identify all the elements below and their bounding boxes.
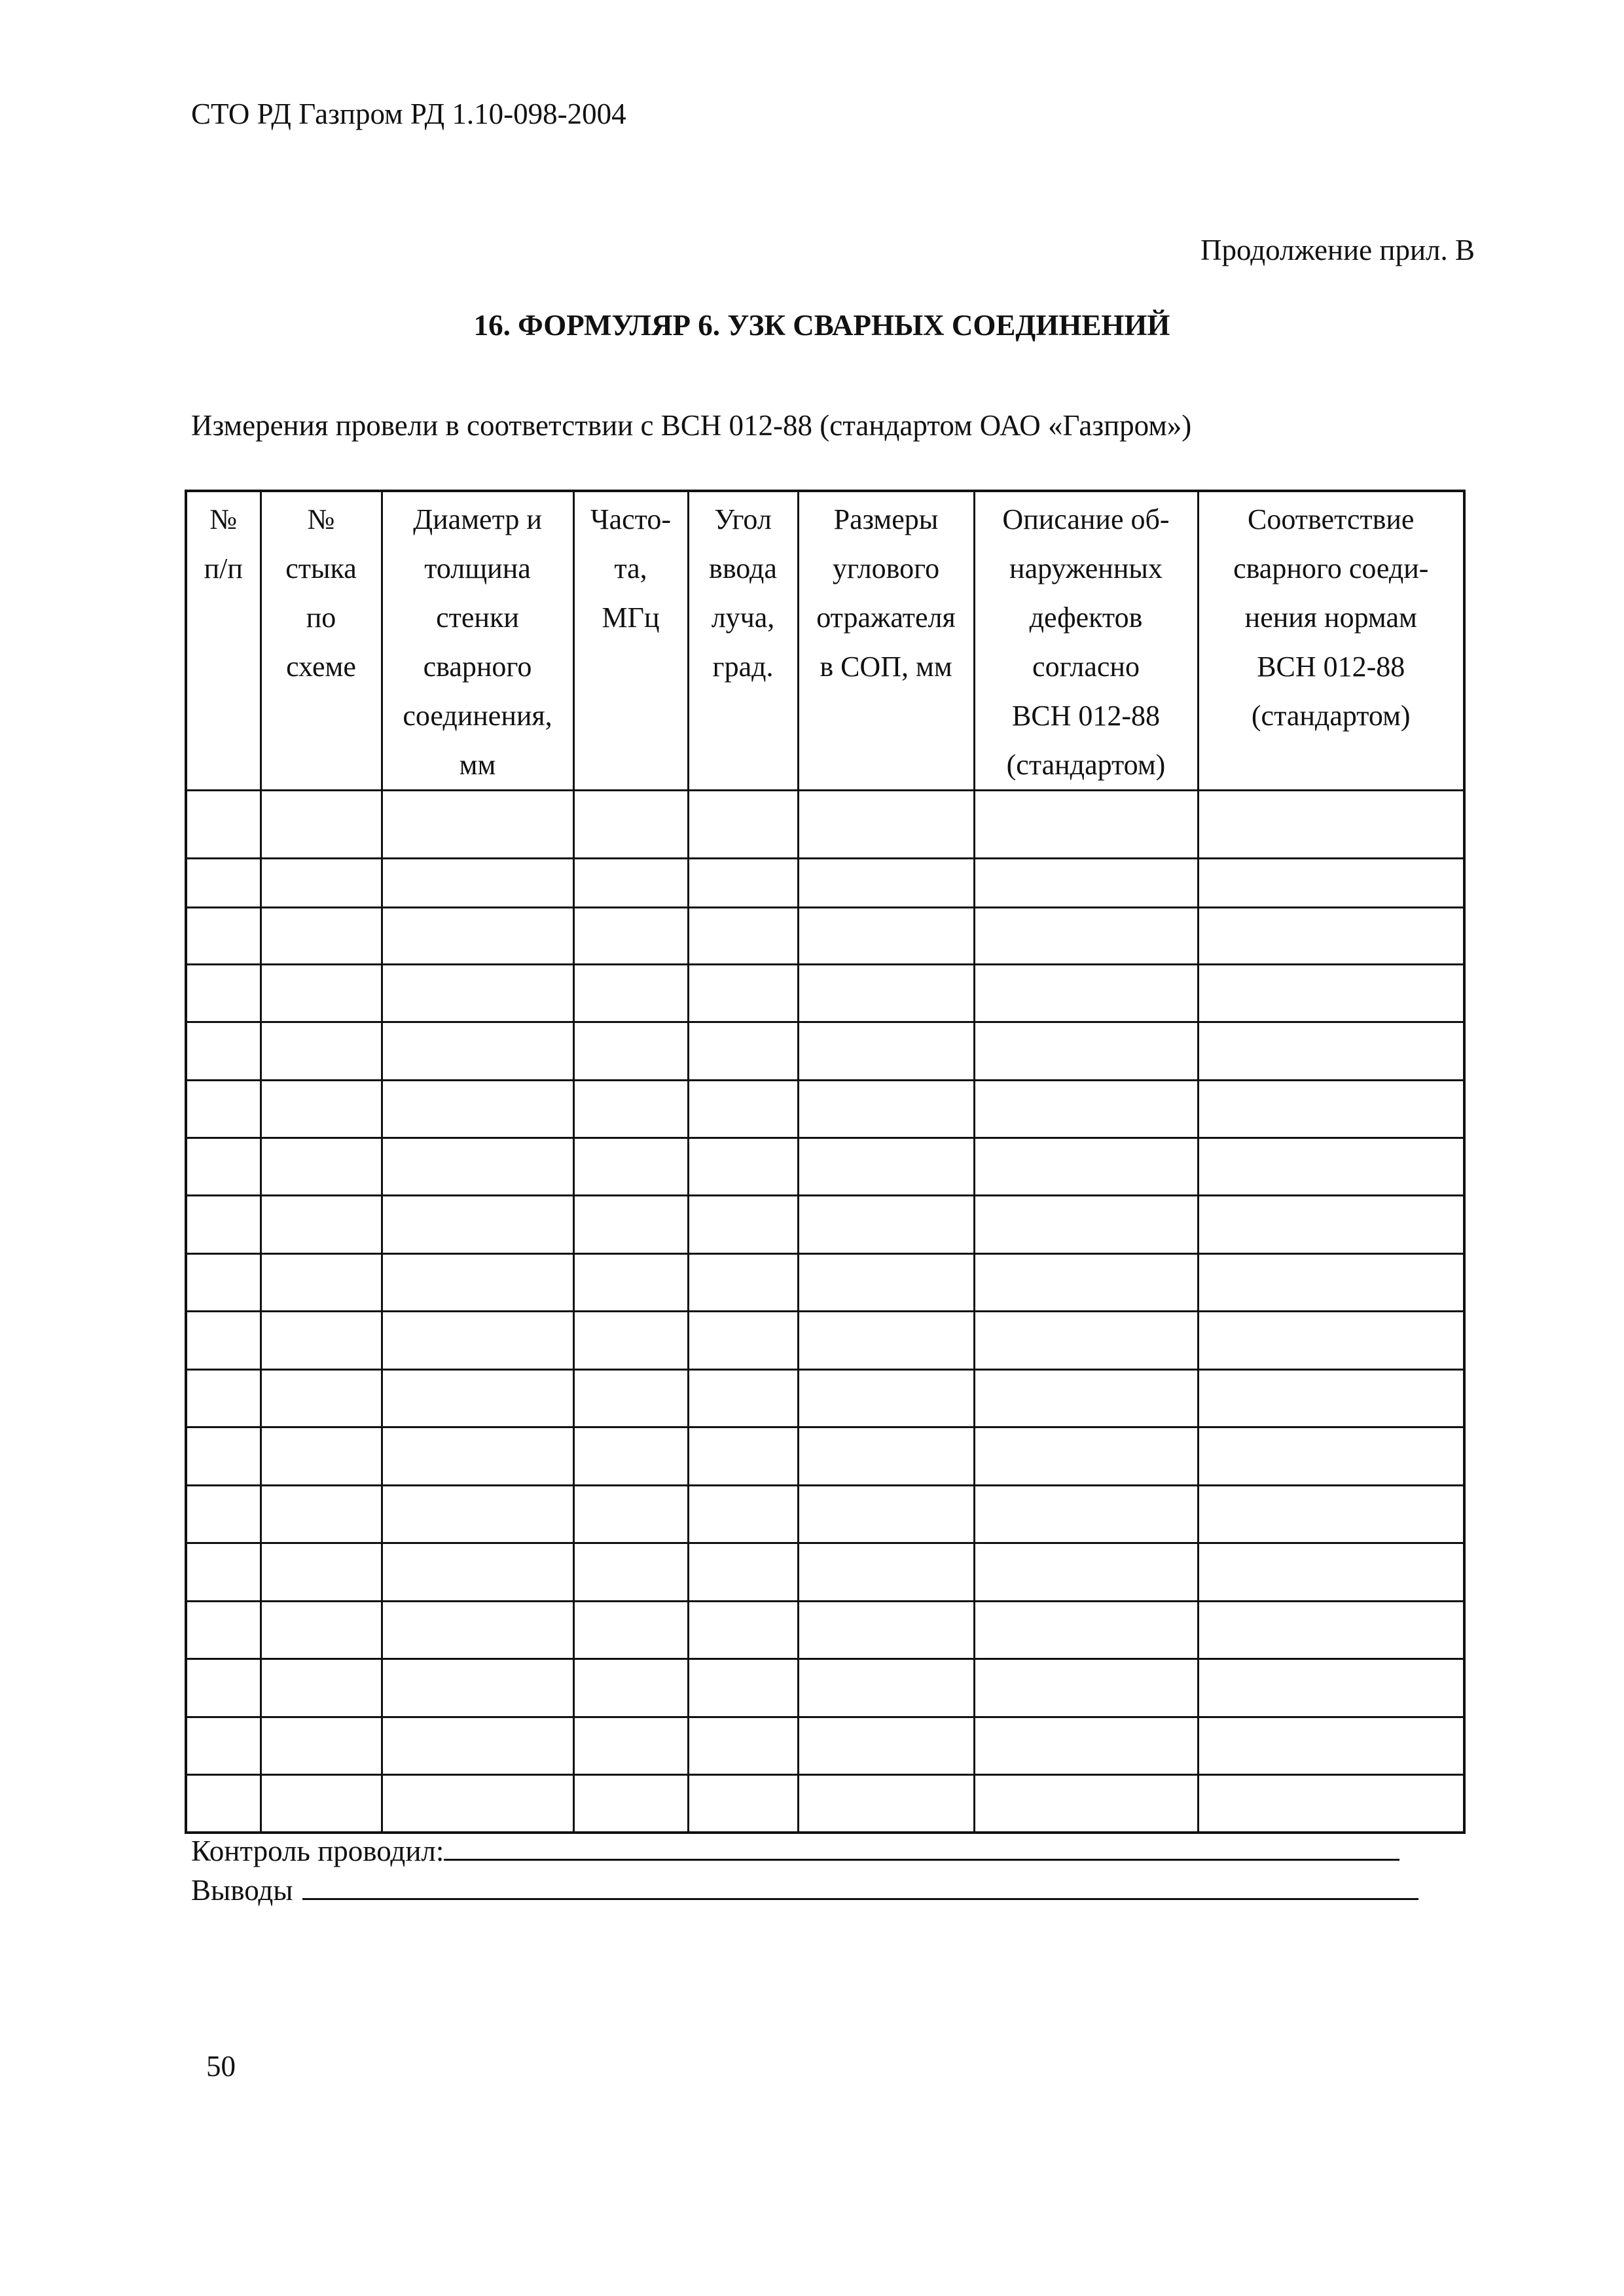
table-cell[interactable] [974, 908, 1198, 965]
table-cell[interactable] [573, 1312, 688, 1370]
table-cell[interactable] [186, 1022, 261, 1081]
table-cell[interactable] [186, 1427, 261, 1486]
col-header-line: стыка [285, 552, 357, 584]
table-cell[interactable] [573, 1370, 688, 1427]
table-cell[interactable] [1198, 859, 1464, 908]
table-cell[interactable] [261, 965, 382, 1022]
table-cell[interactable] [688, 1602, 798, 1659]
table-row [186, 1717, 1464, 1775]
table-cell[interactable] [1198, 1543, 1464, 1602]
table-cell[interactable] [798, 1486, 974, 1543]
table-cell[interactable] [974, 965, 1198, 1022]
table-cell[interactable] [186, 1370, 261, 1427]
table-cell[interactable] [1198, 1602, 1464, 1659]
table-cell[interactable] [798, 791, 974, 859]
table-cell[interactable] [261, 1370, 382, 1427]
table-cell[interactable] [382, 1659, 573, 1717]
table-cell[interactable] [186, 1775, 261, 1833]
col-header-line: сварного соеди- [1233, 552, 1429, 584]
table-row [186, 1370, 1464, 1427]
col-header-line: отражателя [816, 601, 956, 634]
table-cell[interactable] [261, 908, 382, 965]
table-row [186, 1254, 1464, 1312]
table-cell[interactable] [573, 965, 688, 1022]
conclusions-line [191, 1871, 1435, 1910]
table-cell[interactable] [261, 1602, 382, 1659]
table-cell[interactable] [261, 1196, 382, 1254]
table-cell[interactable] [382, 1775, 573, 1833]
controller-label: Контроль проводил: [191, 1835, 444, 1867]
table-cell[interactable] [688, 1370, 798, 1427]
form-title: 16. ФОРМУЛЯР 6. УЗК СВАРНЫХ СОЕДИНЕНИЙ [473, 309, 1170, 342]
col-header-line: ввода [709, 552, 777, 584]
table-cell[interactable] [688, 1196, 798, 1254]
table-cell[interactable] [974, 1022, 1198, 1081]
table-cell[interactable] [688, 1486, 798, 1543]
table-cell[interactable] [382, 1022, 573, 1081]
table-cell[interactable] [261, 1717, 382, 1775]
col-header-line: ВСН 012-88 [1011, 700, 1161, 732]
table-cell[interactable] [382, 859, 573, 908]
table-cell[interactable] [974, 1427, 1198, 1486]
table-cell[interactable] [382, 1370, 573, 1427]
table-row [186, 908, 1464, 965]
table-cell[interactable] [261, 1081, 382, 1138]
table-cell[interactable] [1198, 1254, 1464, 1312]
col-header-line: согласно [1032, 651, 1140, 683]
table-cell[interactable] [573, 1138, 688, 1196]
table-cell[interactable] [688, 1081, 798, 1138]
col-header-frequency [573, 491, 688, 791]
table-cell[interactable] [573, 859, 688, 908]
col-header-line: луча, [711, 601, 775, 634]
table-cell[interactable] [186, 1081, 261, 1138]
table-row [186, 859, 1464, 908]
table-cell[interactable] [974, 1370, 1198, 1427]
table-cell[interactable] [974, 1312, 1198, 1370]
col-header-line: Размеры [833, 503, 939, 535]
table-cell[interactable] [688, 1254, 798, 1312]
col-header-line: (стандартом) [1006, 749, 1166, 781]
table-cell[interactable] [798, 1717, 974, 1775]
col-header-line: схеме [286, 651, 356, 683]
col-header-diameter-thickness [382, 491, 573, 791]
col-header-line: соединения, [403, 700, 552, 732]
table-cell[interactable] [798, 1138, 974, 1196]
table-row [186, 1081, 1464, 1138]
table-cell[interactable] [382, 1138, 573, 1196]
table-cell[interactable] [573, 1659, 688, 1717]
table-cell[interactable] [688, 1775, 798, 1833]
table-row [186, 1486, 1464, 1543]
table-cell[interactable] [974, 1196, 1198, 1254]
conclusions-fill-line[interactable] [302, 1872, 1418, 1900]
table-cell[interactable] [261, 1427, 382, 1486]
table-cell[interactable] [261, 1775, 382, 1833]
table-cell[interactable] [382, 1427, 573, 1486]
table-cell[interactable] [186, 1254, 261, 1312]
table-cell[interactable] [688, 791, 798, 859]
table-cell[interactable] [1198, 1659, 1464, 1717]
table-cell[interactable] [382, 1312, 573, 1370]
col-header-reflector-size [798, 491, 974, 791]
table-cell[interactable] [186, 1312, 261, 1370]
table-cell[interactable] [798, 1659, 974, 1717]
table-cell[interactable] [798, 1543, 974, 1602]
table-cell[interactable] [974, 1081, 1198, 1138]
table-cell[interactable] [688, 1659, 798, 1717]
table-cell[interactable] [573, 1602, 688, 1659]
table-cell[interactable] [186, 1717, 261, 1775]
col-header-line: № [209, 503, 238, 535]
table-header-row [186, 491, 1464, 791]
table-cell[interactable] [974, 1486, 1198, 1543]
table-cell[interactable] [573, 1543, 688, 1602]
table-row [186, 965, 1464, 1022]
table-cell[interactable] [382, 1543, 573, 1602]
col-header-line: толщина [424, 552, 531, 584]
table-cell[interactable] [798, 965, 974, 1022]
table-cell[interactable] [186, 1196, 261, 1254]
table-cell[interactable] [573, 1427, 688, 1486]
table-cell[interactable] [688, 1022, 798, 1081]
table-row [186, 1138, 1464, 1196]
col-header-beam-angle [688, 491, 798, 791]
table-cell[interactable] [186, 908, 261, 965]
table-cell[interactable] [1198, 1370, 1464, 1427]
col-header-line: Соответствие [1248, 503, 1415, 535]
table-cell[interactable] [688, 1543, 798, 1602]
table-cell[interactable] [974, 791, 1198, 859]
continuation-note: Продолжение прил. В [1200, 234, 1475, 266]
col-header-defect-description [974, 491, 1198, 791]
table-body [186, 791, 1464, 1833]
col-header-line: град. [712, 651, 774, 683]
table-cell[interactable] [261, 1659, 382, 1717]
table-row [186, 791, 1464, 859]
col-header-line: мм [459, 749, 496, 781]
col-header-line: наруженных [1009, 552, 1163, 584]
table-cell[interactable] [688, 1312, 798, 1370]
table-row [186, 1659, 1464, 1717]
col-header-line: сварного [423, 651, 532, 683]
table-cell[interactable] [974, 1254, 1198, 1312]
table-cell[interactable] [974, 859, 1198, 908]
table-cell[interactable] [186, 1486, 261, 1543]
table-cell[interactable] [798, 908, 974, 965]
col-header-line: Часто- [590, 503, 671, 535]
table-cell[interactable] [573, 1775, 688, 1833]
table-cell[interactable] [798, 1602, 974, 1659]
table-cell[interactable] [688, 1427, 798, 1486]
document-code: СТО РД Газпром РД 1.10-098-2004 [191, 98, 626, 130]
col-header-line: № [307, 503, 335, 535]
col-header-line: нения нормам [1244, 601, 1417, 634]
col-header-line: Угол [714, 503, 772, 535]
table-cell[interactable] [186, 1543, 261, 1602]
col-header-line: та, [614, 552, 647, 584]
table-row [186, 1196, 1464, 1254]
table-cell[interactable] [573, 1254, 688, 1312]
col-header-line: Диаметр и [413, 503, 542, 535]
table-cell[interactable] [382, 908, 573, 965]
col-header-line: стенки [436, 601, 519, 634]
table-cell[interactable] [1198, 1775, 1464, 1833]
table-cell[interactable] [186, 1659, 261, 1717]
table-cell[interactable] [974, 1775, 1198, 1833]
table-cell[interactable] [261, 1486, 382, 1543]
table-cell[interactable] [186, 859, 261, 908]
table-cell[interactable] [382, 1602, 573, 1659]
controller-fill-line[interactable] [444, 1833, 1399, 1861]
table-cell[interactable] [573, 1486, 688, 1543]
table-cell[interactable] [382, 1254, 573, 1312]
table-cell[interactable] [1198, 1427, 1464, 1486]
table-cell[interactable] [1198, 1081, 1464, 1138]
table-cell[interactable] [261, 791, 382, 859]
col-header-line: (стандартом) [1251, 700, 1411, 732]
table-cell[interactable] [573, 908, 688, 965]
table-cell[interactable] [382, 1717, 573, 1775]
table-row [186, 1427, 1464, 1486]
table-cell[interactable] [186, 1138, 261, 1196]
table-cell[interactable] [974, 1138, 1198, 1196]
table-cell[interactable] [974, 1602, 1198, 1659]
conclusions-label: Выводы [191, 1874, 293, 1907]
col-header-line: дефектов [1029, 601, 1143, 634]
table-cell[interactable] [1198, 1312, 1464, 1370]
table-cell[interactable] [382, 965, 573, 1022]
table-cell[interactable] [261, 1312, 382, 1370]
table-cell[interactable] [382, 791, 573, 859]
table-cell[interactable] [1198, 965, 1464, 1022]
table-cell[interactable] [798, 859, 974, 908]
col-header-line: в СОП, мм [820, 651, 952, 683]
col-header-line: углового [832, 552, 940, 584]
table-cell[interactable] [573, 1022, 688, 1081]
table-cell[interactable] [688, 1138, 798, 1196]
table-row [186, 1775, 1464, 1833]
col-header-line: МГц [602, 601, 660, 634]
table-cell[interactable] [688, 965, 798, 1022]
col-header-compliance [1198, 491, 1464, 791]
page-number: 50 [206, 2050, 236, 2083]
table-cell[interactable] [382, 1486, 573, 1543]
table-cell[interactable] [382, 1081, 573, 1138]
table-cell[interactable] [186, 791, 261, 859]
table-cell[interactable] [798, 1427, 974, 1486]
table-cell[interactable] [573, 791, 688, 859]
table-cell[interactable] [798, 1254, 974, 1312]
table-row [186, 1312, 1464, 1370]
table-cell[interactable] [1198, 1022, 1464, 1081]
table-cell[interactable] [688, 1717, 798, 1775]
table-cell[interactable] [382, 1196, 573, 1254]
measurement-table [185, 490, 1466, 1834]
table-cell[interactable] [798, 1081, 974, 1138]
table-cell[interactable] [1198, 1717, 1464, 1775]
table-cell[interactable] [974, 1659, 1198, 1717]
table-row [186, 1022, 1464, 1081]
table-row [186, 1602, 1464, 1659]
table-cell[interactable] [1198, 1486, 1464, 1543]
table-cell[interactable] [1198, 791, 1464, 859]
table-cell[interactable] [573, 1717, 688, 1775]
table-cell[interactable] [1198, 1196, 1464, 1254]
table-cell[interactable] [688, 908, 798, 965]
table-cell[interactable] [798, 1370, 974, 1427]
controller-line [191, 1831, 1435, 1871]
table-cell[interactable] [974, 1543, 1198, 1602]
table-cell[interactable] [186, 1602, 261, 1659]
table-cell[interactable] [798, 1775, 974, 1833]
table-cell[interactable] [974, 1717, 1198, 1775]
table-cell[interactable] [261, 859, 382, 908]
table-cell[interactable] [798, 1196, 974, 1254]
table-cell[interactable] [261, 1022, 382, 1081]
table-cell[interactable] [688, 859, 798, 908]
table-row [186, 1543, 1464, 1602]
table-cell[interactable] [573, 1196, 688, 1254]
table-cell[interactable] [261, 1138, 382, 1196]
table-cell[interactable] [261, 1254, 382, 1312]
col-header-line: ВСН 012-88 [1257, 651, 1405, 683]
signature-block [191, 1831, 1435, 1910]
table-cell[interactable] [798, 1022, 974, 1081]
table-cell[interactable] [1198, 908, 1464, 965]
table-cell[interactable] [798, 1312, 974, 1370]
col-header-line: п/п [204, 552, 243, 584]
table-cell[interactable] [186, 965, 261, 1022]
table-cell[interactable] [573, 1081, 688, 1138]
col-header-line: Описание об- [1002, 503, 1170, 535]
col-header-line: по [306, 601, 336, 634]
col-header-row-number [186, 491, 261, 791]
intro-text: Измерения провели в соответствии с ВСН 012-88 (стандартом ОАО «Газпром») [191, 409, 1192, 442]
table-cell[interactable] [261, 1543, 382, 1602]
col-header-joint-number [261, 491, 382, 791]
table-cell[interactable] [1198, 1138, 1464, 1196]
